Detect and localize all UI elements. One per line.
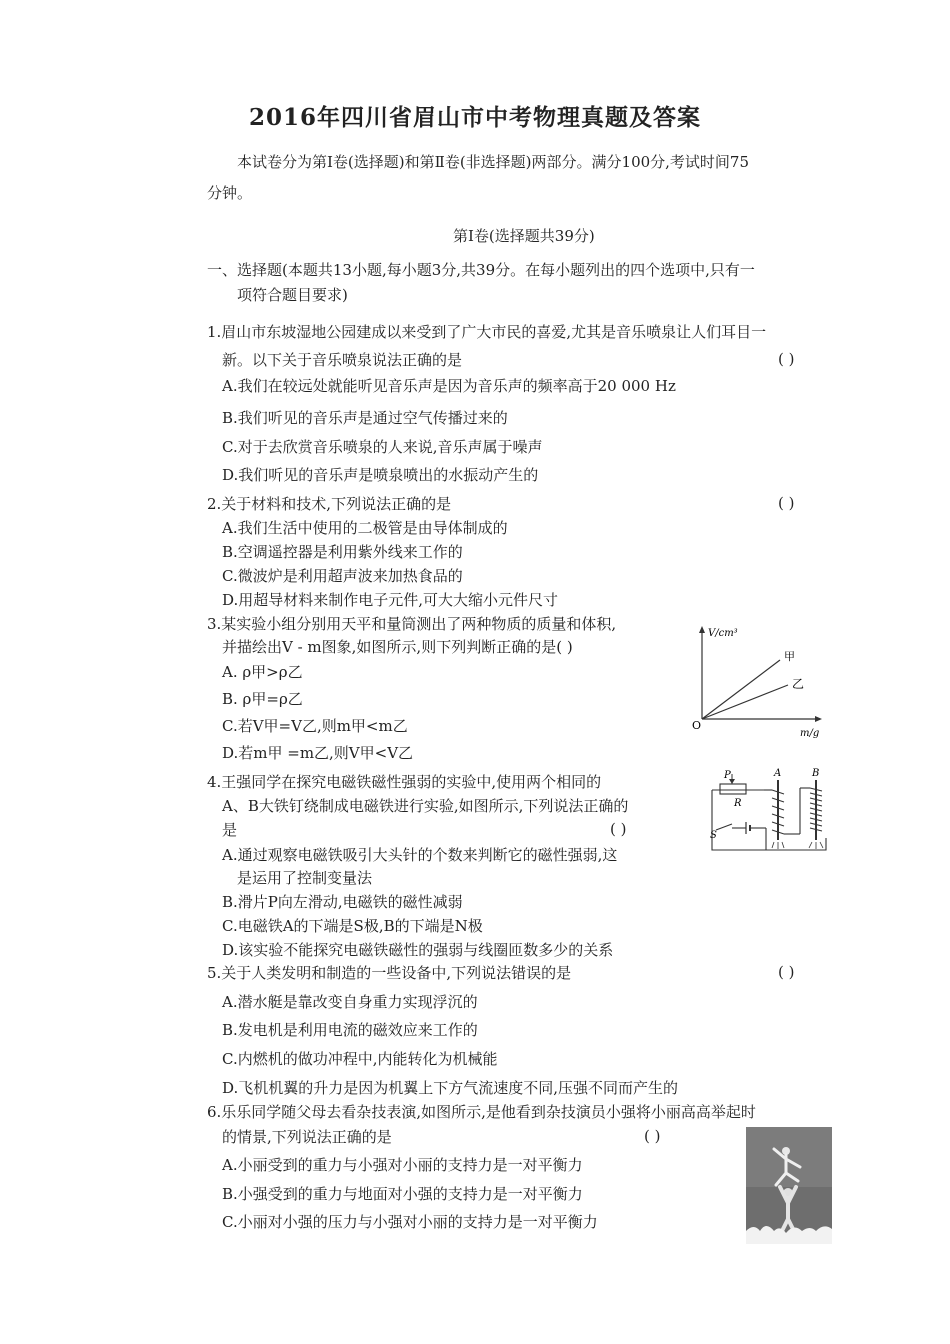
y-axis-label: V/cm³ — [708, 628, 738, 639]
intro-line-2: 分钟。 — [207, 184, 253, 202]
x-axis-label: m/g — [800, 728, 820, 739]
q1-option-c: C.对于去欣赏音乐喷泉的人来说,音乐声属于噪声 — [222, 438, 543, 456]
pins-b — [809, 842, 823, 849]
q3-option-d: D.若m甲 =m乙,则V甲<V乙 — [222, 744, 414, 762]
q6-stem-1: 6.乐乐同学随父母去看杂技表演,如图所示,是他看到杂技演员小强将小丽高高举起时 — [207, 1103, 756, 1121]
label-p: P — [724, 770, 731, 781]
pins-a — [772, 842, 784, 849]
x-axis-arrow — [815, 716, 822, 722]
line-jia-label: 甲 — [784, 650, 795, 663]
q4-option-a-1: A.通过观察电磁铁吸引大头针的个数来判断它的磁性强弱,这 — [222, 846, 618, 864]
q3-stem-1: 3.某实验小组分别用天平和量筒测出了两种物质的质量和体积, — [207, 615, 617, 633]
line-jia — [702, 660, 780, 719]
q2-option-a: A.我们生活中使用的二极管是由导体制成的 — [222, 519, 508, 537]
label-s: S — [710, 830, 717, 841]
line-yi — [702, 685, 788, 719]
q4-answer-paren: ( ) — [610, 820, 627, 838]
q1-stem-2: 新。以下关于音乐喷泉说法正确的是 — [222, 351, 463, 369]
q1-answer-paren: ( ) — [778, 350, 795, 368]
q1-option-a: A.我们在较远处就能听见音乐声是因为音乐声的频率高于20 000 Hz — [222, 377, 676, 395]
q5-stem: 5.关于人类发明和制造的一些设备中,下列说法错误的是 — [207, 964, 572, 982]
q5-option-c: C.内燃机的做功冲程中,内能转化为机械能 — [222, 1050, 498, 1068]
q2-option-c: C.微波炉是利用超声波来加热食品的 — [222, 567, 463, 585]
q5-option-a: A.潜水艇是靠改变自身重力实现浮沉的 — [222, 993, 478, 1011]
circuit-wire — [712, 790, 826, 850]
q1-option-b: B.我们听见的音乐声是通过空气传播过来的 — [222, 409, 508, 427]
q6-answer-paren: ( ) — [644, 1127, 661, 1145]
q6-acrobat-photo — [746, 1127, 832, 1244]
q4-stem-3: 是 — [222, 821, 238, 839]
page-title: 2016年四川省眉山市中考物理真题及答案 — [248, 104, 701, 131]
q4-option-d: D.该实验不能探究电磁铁磁性的强弱与线圈匝数多少的关系 — [222, 941, 614, 959]
q6-option-b: B.小强受到的重力与地面对小强的支持力是一对平衡力 — [222, 1185, 583, 1203]
q6-option-a: A.小丽受到的重力与小强对小丽的支持力是一对平衡力 — [222, 1156, 583, 1174]
q6-stem-2: 的情景,下列说法正确的是 — [222, 1128, 392, 1146]
part-heading: 第Ⅰ卷(选择题共39分) — [453, 227, 595, 245]
q5-answer-paren: ( ) — [778, 963, 795, 981]
label-a: A — [774, 768, 782, 779]
section-heading-line-2: 项符合题目要求) — [237, 286, 348, 304]
q2-answer-paren: ( ) — [778, 494, 795, 512]
rheostat — [720, 784, 746, 794]
coil-b — [810, 788, 822, 831]
q4-stem-2: A、B大铁钉绕制成电磁铁进行实验,如图所示,下列说法正确的 — [222, 797, 629, 815]
origin-label: O — [692, 719, 702, 732]
q3-option-c: C.若V甲=V乙,则m甲<m乙 — [222, 717, 408, 735]
q2-stem: 2.关于材料和技术,下列说法正确的是 — [207, 495, 452, 513]
q4-option-c: C.电磁铁A的下端是S极,B的下端是N极 — [222, 917, 483, 935]
label-b: B — [812, 768, 820, 779]
q3-option-b: B. ρ甲=ρ乙 — [222, 690, 303, 708]
q4-circuit-diagram — [704, 768, 838, 858]
q4-option-b: B.滑片P向左滑动,电磁铁的磁性减弱 — [222, 893, 463, 911]
q5-option-b: B.发电机是利用电流的磁效应来工作的 — [222, 1021, 478, 1039]
q1-stem-1: 1.眉山市东坡湿地公园建成以来受到了广大市民的喜爱,尤其是音乐喷泉让人们耳目一 — [207, 323, 767, 341]
q3-stem-2: 并描绘出V - m图象,如图所示,则下列判断正确的是( ) — [222, 638, 573, 656]
q6-option-c: C.小丽对小强的压力与小强对小丽的支持力是一对平衡力 — [222, 1213, 598, 1231]
q2-option-d: D.用超导材料来制作电子元件,可大大缩小元件尺寸 — [222, 591, 559, 609]
label-r: R — [734, 798, 742, 809]
q3-option-a: A. ρ甲>ρ乙 — [222, 663, 303, 681]
q2-option-b: B.空调遥控器是利用紫外线来工作的 — [222, 543, 463, 561]
section-heading-line-1: 一、选择题(本题共13小题,每小题3分,共39分。在每小题列出的四个选项中,只有一 — [207, 261, 755, 279]
y-axis-arrow — [699, 626, 705, 633]
q5-option-d: D.飞机机翼的升力是因为机翼上下方气流速度不同,压强不同而产生的 — [222, 1079, 679, 1097]
switch-s — [716, 824, 732, 830]
photo-upper-tone — [746, 1127, 832, 1187]
line-yi-label: 乙 — [792, 677, 805, 691]
q4-option-a-2: 是运用了控制变量法 — [237, 869, 373, 887]
q3-vm-graph — [688, 622, 838, 742]
q4-stem-1: 4.王强同学在探究电磁铁磁性强弱的实验中,使用两个相同的 — [207, 773, 602, 791]
q1-option-d: D.我们听见的音乐声是喷泉喷出的水振动产生的 — [222, 466, 539, 484]
intro-line-1: 本试卷分为第Ⅰ卷(选择题)和第Ⅱ卷(非选择题)两部分。满分100分,考试时间75 — [237, 153, 750, 171]
